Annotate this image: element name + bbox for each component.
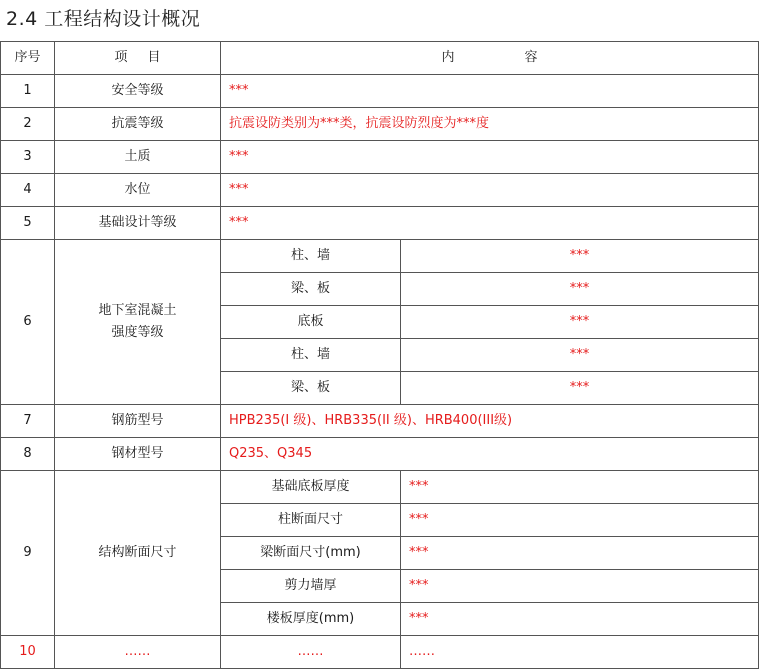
row-content: 抗震设防类别为***类，抗震设防烈度为***度 — [221, 108, 759, 141]
sub-label: 底板 — [221, 306, 401, 339]
header-seq: 序号 — [1, 42, 55, 75]
sub-label: 梁、板 — [221, 372, 401, 405]
table-row-concrete — [1, 240, 759, 273]
row-seq: 2 — [1, 108, 55, 141]
row-item: 结构断面尺寸 — [55, 471, 221, 636]
row-content: *** — [221, 174, 759, 207]
header-item: 项 目 — [55, 42, 221, 75]
structure-design-table — [0, 41, 759, 669]
table-row-section — [1, 471, 759, 504]
table-row — [1, 438, 759, 471]
row-content: Q235、Q345 — [221, 438, 759, 471]
row-seq: 5 — [1, 207, 55, 240]
sub-label: 柱、墙 — [221, 240, 401, 273]
row-item: 安全等级 — [55, 75, 221, 108]
row-item: 基础设计等级 — [55, 207, 221, 240]
row-item: 钢材型号 — [55, 438, 221, 471]
row-seq: 10 — [1, 636, 55, 669]
table-row — [1, 141, 759, 174]
row-item: …… — [55, 636, 221, 669]
row-item: 钢筋型号 — [55, 405, 221, 438]
row-content: *** — [221, 75, 759, 108]
sub-value: *** — [401, 240, 759, 273]
sub-value: *** — [401, 504, 759, 537]
table-row — [1, 108, 759, 141]
row-content: *** — [221, 207, 759, 240]
table-row — [1, 207, 759, 240]
sub-label: 柱断面尺寸 — [221, 504, 401, 537]
row-seq: 1 — [1, 75, 55, 108]
header-content: 内 容 — [221, 42, 759, 75]
row-item: 土质 — [55, 141, 221, 174]
sub-value: *** — [401, 273, 759, 306]
row-seq: 6 — [1, 240, 55, 405]
row-item: 水位 — [55, 174, 221, 207]
sub-value: *** — [401, 603, 759, 636]
table-row — [1, 405, 759, 438]
table-row — [1, 174, 759, 207]
table-header-row — [1, 42, 759, 75]
section-heading: 2.4 工程结构设计概况 — [6, 8, 201, 30]
row-item: 抗震等级 — [55, 108, 221, 141]
table-row — [1, 75, 759, 108]
sub-label: 柱、墙 — [221, 339, 401, 372]
row-content: HPB235(I 级)、HRB335(II 级)、HRB400(III级) — [221, 405, 759, 438]
row-content: *** — [221, 141, 759, 174]
sub-label: 梁断面尺寸(mm) — [221, 537, 401, 570]
sub-value: *** — [401, 372, 759, 405]
sub-label: 剪力墙厚 — [221, 570, 401, 603]
sub-label: 梁、板 — [221, 273, 401, 306]
sub-value: *** — [401, 570, 759, 603]
sub-value: *** — [401, 471, 759, 504]
sub-value: *** — [401, 339, 759, 372]
sub-value: *** — [401, 306, 759, 339]
sub-value: *** — [401, 537, 759, 570]
row-seq: 4 — [1, 174, 55, 207]
row-seq: 9 — [1, 471, 55, 636]
table-row-last — [1, 636, 759, 669]
sub-label: 基础底板厚度 — [221, 471, 401, 504]
sub-value: …… — [401, 636, 759, 669]
row-seq: 7 — [1, 405, 55, 438]
row-seq: 8 — [1, 438, 55, 471]
row-seq: 3 — [1, 141, 55, 174]
sub-label: …… — [221, 636, 401, 669]
row-item: 地下室混凝土 强度等级 — [55, 240, 221, 405]
sub-label: 楼板厚度(mm) — [221, 603, 401, 636]
